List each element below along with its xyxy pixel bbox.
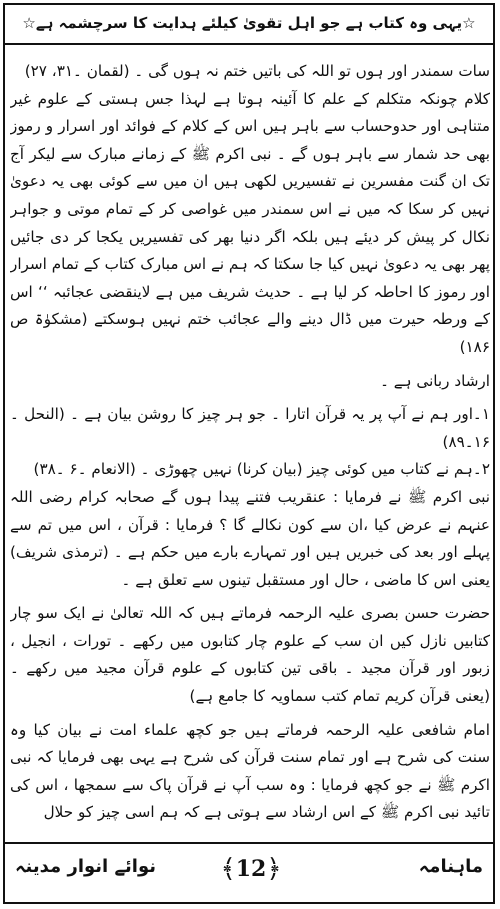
paragraph-hadith-tirmidhi: نبی اکرم ﷺ نے فرمایا : عنقریب فتنے پیدا ہوں گے صحابہ کرام رضی اللہ عنہم نے عرض کیا ،ان سے کون نکالے گا ؟ فرمایا : قرآن ، اس میں تم سے پہلے اور بعد کی خبریں ہیں اور تمہارے بارے میں حکم ہے ۔ (ترمذی شریف) یعنی اس کا ماضی ، حال اور مستقبل تینوں سے تعلق ہے ۔ [10, 487, 490, 589]
left-bracket-ornament: ﴾ [220, 854, 236, 884]
paragraph-irshad: ارشاد ربانی ہے ۔ [380, 371, 490, 390]
paragraph-main-text: کلام چونکہ متکلم کے علم کا آئینہ ہوتا ہے لہذا جس ہستی کے علوم غیر متناہی اور حدوحساب سے باہر ہیں اس کے کلام کے فوائد اور اسرار و رموز بھی حد شمار سے باہر ہوں گے ۔ نبی اکرم ﷺ کے زمانے مبارک سے لیکر آج تک ان گنت مفسرین نے تفسیریں لکھی ہیں ان میں سے کوئی بھی یہ دعویٰ نہیں کر سکا کہ میں نے اس سمندر میں غواصی کر کے تمام موتی و جواہر نکال کر پیش کر دیئے ہیں بلکہ اگر دنیا بھر کی تفسیریں یکجا کر دی جائیں پھر بھی یہ دعویٰ نہیں کیا جا سکتا کہ ہم نے اس مبارک کتاب کے تمام اسرار اور رموز کا احاطہ کر لیا ہے ۔ حدیث شریف میں ہے لاینقضی عجائبہ ‘‘ اس کے ورطہ حیرت میں ڈال دینے والے عجائب ختم نہیں ہوسکتے (مشکوٰۃ ص ۱۸۶) [10, 89, 490, 356]
page-number-badge [217, 852, 285, 886]
paragraph-imam-shafii: امام شافعی علیہ الرحمہ فرماتے ہیں جو کچھ علماء امت نے بیان کیا وہ سنت کی شرح ہے اور تمام سنت قرآن کی شرح ہے یہی بھی فرمایا کہ نبی اکرم ﷺ نے جو کچھ فرمایا : وہ سب آپ نے قرآن پاک سے سمجھا ، اس کی تائید نبی اکرم ﷺ کے اس ارشاد سے ہوتی ہے کہ ہم اسی چیز کو حلال [10, 720, 490, 822]
paragraph-verse-luqman: سات سمندر اور ہوں تو اللہ کی باتیں ختم نہ ہوں گی ۔ (لقمان ۔۳۱، ۲۷) [24, 62, 490, 80]
paragraph-hasan-basri: حضرت حسن بصری علیہ الرحمہ فرماتے ہیں کہ اللہ تعالیٰ نے ایک سو چار کتابیں نازل کیں ان سب کے علوم چار کتابوں میں رکھے ۔ تورات ، انجیل ، زبور اور قرآن مجید ۔ باقی تین کتابوں کے علوم قرآن مجید میں رکھے ۔ (یعنی قرآن کریم تمام کتب سماویہ کا جامع ہے) [10, 604, 490, 706]
right-bracket-ornament: ﴿ [266, 854, 282, 884]
paragraph-verse-anam: ۲۔ہم نے کتاب میں کوئی چیز (بیان کرنا) نہیں چھوڑی ۔ (الانعام ۔۶ ۔۳۸) [33, 460, 490, 479]
page-header [3, 3, 495, 45]
header-title: ☆یہی وہ کتاب ہے جو اہل تقویٰ کیلئے ہدایت کا سرچشمہ ہے☆ [22, 14, 476, 32]
page-number: 12 [235, 856, 267, 882]
footer-magazine-label: ماہنامہ [418, 856, 483, 877]
page-footer [3, 842, 495, 904]
footer-publication-name: نوائے انوار مدینہ [15, 856, 156, 877]
article-body [10, 58, 490, 838]
paragraph-verse-nahl: ۱۔اور ہم نے آپ پر یہ قرآن اتارا ۔ جو ہر چیز کا روشن بیان ہے ۔ (النحل ۔۱۶۔۸۹) [10, 405, 490, 451]
